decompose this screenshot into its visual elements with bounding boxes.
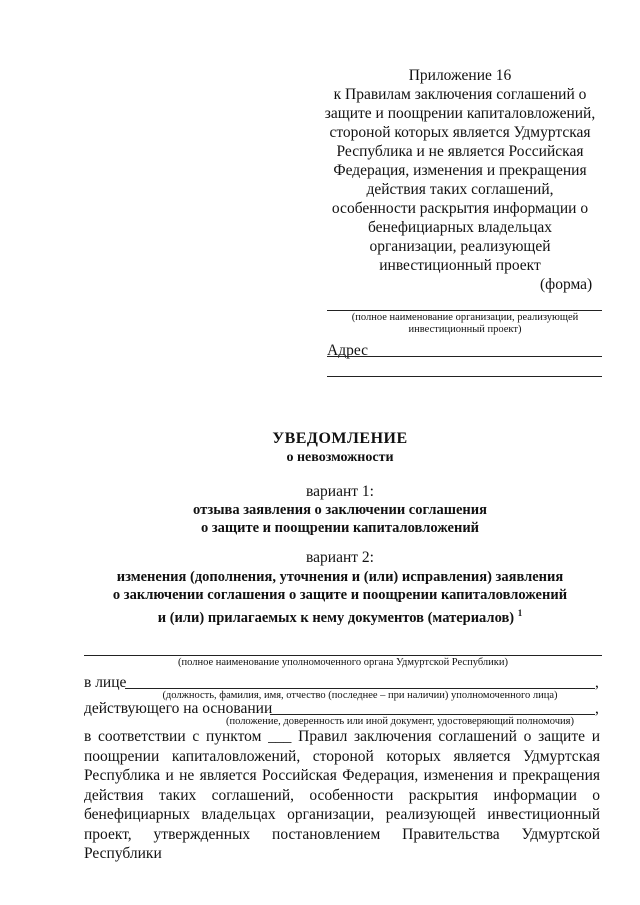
paragraph-line: поощрении капиталовложений, стороной которых является Удмуртская [84, 747, 600, 765]
caption-line: (полное наименование организации, реализующей [351, 312, 579, 323]
paragraph-line: проект, утвержденных постановлением Правительства Удмуртской Республики [84, 825, 600, 862]
appendix-line: инвестиционный проект [379, 257, 541, 274]
appendix-line: организации, реализующей [369, 238, 551, 255]
appendix-line: стороной которых является Удмуртская [329, 124, 591, 141]
paragraph-line: в соответствии с пунктом ___ Правил заключения соглашений о защите и [84, 728, 600, 745]
address-label: Адрес [327, 342, 368, 359]
variant1-line: отзыва заявления о заключении соглашения [193, 502, 487, 518]
person-prefix: в лице [84, 674, 127, 691]
appendix-line: защите и поощрении капиталовложений, [324, 105, 596, 122]
paragraph-line: бенефициарных владельцах организации, реализующей инвестиционный [84, 806, 600, 823]
appendix-line: Республика и не является Российская [336, 143, 584, 160]
address-field[interactable] [327, 356, 602, 357]
org-name-field[interactable] [327, 310, 602, 311]
document-title: УВЕДОМЛЕНИЕ [272, 430, 408, 447]
appendix-line: Федерация, изменения и прекращения [333, 162, 587, 179]
person-caption: (должность, фамилия, имя, отчество (последнее – при наличии) уполномоченного лица) [162, 690, 558, 701]
appendix-line: Приложение 16 [408, 67, 512, 84]
appendix-line: бенефициарных владельцах [367, 219, 553, 236]
person-field[interactable] [125, 688, 595, 689]
variant2-label: вариант 2: [306, 549, 374, 566]
basis-caption: (положение, доверенность или иной документ, удостоверяющий полномочия) [225, 716, 575, 727]
basis-field[interactable] [270, 714, 595, 715]
org-name-caption [330, 312, 600, 336]
body-paragraph [84, 727, 600, 862]
authority-name-field[interactable] [84, 655, 602, 656]
variant2-line: изменения (дополнения, уточнения и (или) исправления) заявления [116, 569, 564, 585]
variant2-line: о заключении соглашения о защите и поощрении капиталовложений [112, 587, 568, 603]
variant1-label: вариант 1: [306, 483, 374, 500]
authority-caption: (полное наименование уполномоченного органа Удмуртской Республики) [178, 657, 508, 668]
variant1-line: о защите и поощрении капиталовложений [200, 520, 480, 536]
document-subtitle: о невозможности [286, 450, 394, 465]
basis-prefix: действующего на основании [84, 700, 273, 717]
caption-line: инвестиционный проект) [408, 324, 522, 335]
appendix-header [320, 66, 600, 275]
paragraph-line: действия таких соглашений, особенности раскрытия информации о [84, 786, 600, 804]
appendix-line: особенности раскрытия информации о [331, 200, 589, 217]
appendix-line: действия таких соглашений, [366, 181, 554, 198]
variant2-text [40, 568, 640, 627]
form-label: (форма) [540, 276, 593, 293]
footnote-mark[interactable]: 1 [517, 608, 523, 618]
address-field-2[interactable] [327, 376, 602, 377]
variant2-line: и (или) прилагаемых к нему документов (материалов) [157, 609, 515, 626]
person-suffix: , [595, 674, 599, 691]
basis-suffix: , [595, 700, 599, 717]
appendix-line: к Правилам заключения соглашений о [333, 86, 587, 103]
paragraph-line: Республика и не является Российская Федерация, изменения и прекращения [84, 767, 600, 784]
variant1-text [40, 501, 640, 537]
